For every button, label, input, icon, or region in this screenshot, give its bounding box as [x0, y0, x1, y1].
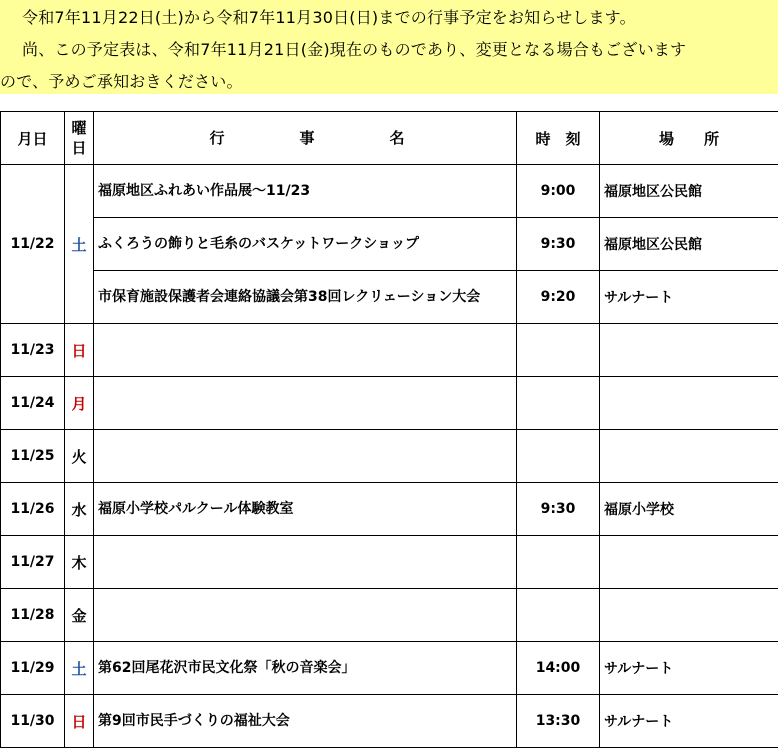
- event-place: 福原地区公民館: [600, 218, 778, 271]
- event-time: 9:30: [517, 483, 600, 536]
- row-day: 水: [65, 483, 94, 536]
- row-date: 11/23: [1, 324, 65, 377]
- table-row: [1, 589, 778, 642]
- event-place: [600, 324, 778, 377]
- event-name: [94, 589, 517, 642]
- event-place: [600, 377, 778, 430]
- table-row: [1, 165, 778, 218]
- header-date: 月日: [1, 112, 65, 165]
- notice-line-3: ので、予めご承知おきください。: [0, 69, 243, 92]
- event-time: 9:00: [517, 165, 600, 218]
- event-time: [517, 430, 600, 483]
- event-place: [600, 430, 778, 483]
- row-date: 11/24: [1, 377, 65, 430]
- table-row: [1, 271, 778, 324]
- schedule-body: [1, 165, 778, 748]
- row-date: 11/22: [1, 165, 65, 324]
- event-name: [94, 377, 517, 430]
- event-place: [600, 536, 778, 589]
- row-day: 土: [65, 642, 94, 695]
- event-time: 9:30: [517, 218, 600, 271]
- row-day: 金: [65, 589, 94, 642]
- event-name: 福原地区ふれあい作品展～11/23: [94, 165, 517, 218]
- row-date: 11/29: [1, 642, 65, 695]
- event-time: 9:20: [517, 271, 600, 324]
- notice-line-2: 尚、この予定表は、令和7年11月21日(金)現在のものであり、変更となる場合もございます: [22, 37, 686, 60]
- event-time: [517, 589, 600, 642]
- table-row: [1, 536, 778, 589]
- table-row: [1, 642, 778, 695]
- row-day: 日: [65, 324, 94, 377]
- event-place: サルナート: [600, 642, 778, 695]
- row-day: 日: [65, 695, 94, 748]
- event-name: [94, 324, 517, 377]
- table-row: [1, 430, 778, 483]
- row-date: 11/30: [1, 695, 65, 748]
- event-time: 14:00: [517, 642, 600, 695]
- row-date: 11/28: [1, 589, 65, 642]
- table-row: [1, 218, 778, 271]
- header-event: 行 事 名: [94, 112, 517, 165]
- header-place: 場 所: [600, 112, 778, 165]
- row-day: 土: [65, 165, 94, 324]
- row-day: 月: [65, 377, 94, 430]
- event-name: 市保育施設保護者会連絡協議会第38回レクリェーション大会: [94, 271, 517, 324]
- table-row: [1, 695, 778, 748]
- event-name: [94, 536, 517, 589]
- event-time: [517, 377, 600, 430]
- event-place: 福原小学校: [600, 483, 778, 536]
- event-name: [94, 430, 517, 483]
- event-place: [600, 589, 778, 642]
- row-date: 11/26: [1, 483, 65, 536]
- event-place: 福原地区公民館: [600, 165, 778, 218]
- table-row: [1, 324, 778, 377]
- event-time: [517, 324, 600, 377]
- table-row: [1, 377, 778, 430]
- event-time: [517, 536, 600, 589]
- event-name: ふくろうの飾りと毛糸のバスケットワークショップ: [94, 218, 517, 271]
- row-date: 11/25: [1, 430, 65, 483]
- event-time: 13:30: [517, 695, 600, 748]
- event-place: サルナート: [600, 695, 778, 748]
- row-day: 木: [65, 536, 94, 589]
- event-name: 福原小学校パルクール体験教室: [94, 483, 517, 536]
- row-date: 11/27: [1, 536, 65, 589]
- event-name: 第9回市民手づくりの福祉大会: [94, 695, 517, 748]
- event-name: 第62回尾花沢市民文化祭「秋の音楽会」: [94, 642, 517, 695]
- notice-line-1: 令和7年11月22日(土)から令和7年11月30日(日)までの行事予定をお知らせします。: [22, 5, 636, 28]
- row-day: 火: [65, 430, 94, 483]
- event-place: サルナート: [600, 271, 778, 324]
- header-day: 曜日: [65, 112, 94, 165]
- schedule-table: [0, 111, 778, 748]
- notice-banner: [0, 0, 778, 94]
- header-time: 時 刻: [517, 112, 600, 165]
- table-row: [1, 483, 778, 536]
